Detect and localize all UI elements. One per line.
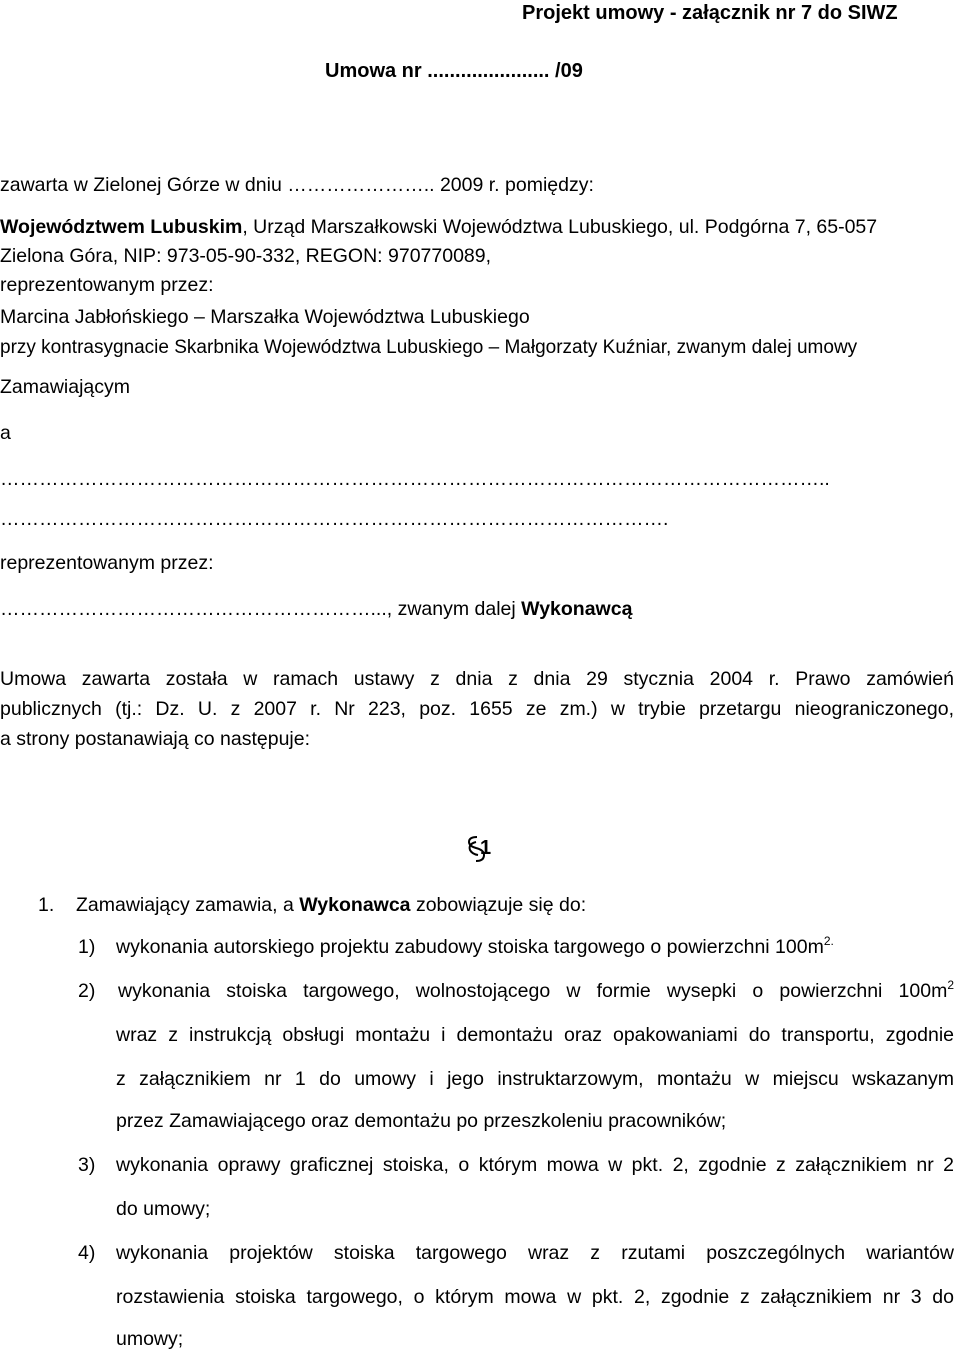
subitem-3-cont-1: do umowy; <box>116 1198 211 1220</box>
subitem-1-body: wykonania autorskiego projektu zabudowy stoiska targowego o powierzchni 100m <box>116 936 824 958</box>
contractor-line <box>0 600 632 620</box>
item1-number: 1. <box>38 894 55 916</box>
place-date: zawarta w Zielonej Górze w dniu ………………….. 2009 r. pomiędzy: <box>0 174 594 196</box>
subitem-4-cont-2: umowy; <box>116 1328 184 1350</box>
subitem-4-cont-1: rozstawienia stoiska targowego, o którym mowa w pkt. 2, zgodnie z załącznikiem nr 3 do <box>116 1286 954 1308</box>
item1-contractor: Wykonawca <box>299 894 411 916</box>
party1-rest: , Urząd Marszałkowski Województwa Lubuskiego, ul. Podgórna 7, 65-057 <box>242 216 878 238</box>
section-number: 1 <box>480 837 492 859</box>
subitem-1-sup: 2. <box>823 934 834 948</box>
attachment-title: Projekt umowy - załącznik nr 7 do SIWZ <box>522 2 898 24</box>
subitem-1-number: 1) <box>78 936 96 958</box>
party1-line2: Zielona Góra, NIP: 973-05-90-332, REGON: 970770089, <box>0 245 492 267</box>
party1-name: Województwem Lubuskim <box>0 216 243 238</box>
subitem-2-body: wykonania stoiska targowego, wolnostojącego w formie wysepki o powierzchni 100m <box>118 980 948 1002</box>
item1-text-c: zobowiązuje się do: <box>410 894 587 916</box>
rep-marshal: Marcina Jabłońskiego – Marszałka Województwa Lubuskiego <box>0 306 530 328</box>
legal-basis-1: Umowa zawarta została w ramach ustawy z dnia z dnia 29 stycznia 2004 r. Prawo zamówień <box>0 668 954 690</box>
legal-basis-3: a strony postanawiają co następuje: <box>0 728 311 750</box>
legal-basis-2: publicznych (tj.: Dz. U. z 2007 r. Nr 223, poz. 1655 ze zm.) w trybie przetargu nieograniczonego, <box>0 698 954 720</box>
subitem-2-cont-2: z załącznikiem nr 1 do umowy i jego instruktarzowym, montażu w miejscu wskazanym <box>116 1068 954 1090</box>
conjunction: a <box>0 422 11 444</box>
subitem-3-text: wykonania oprawy graficznej stoiska, o którym mowa w pkt. 2, zgodnie z załącznikiem nr 2 <box>116 1154 954 1176</box>
rep-treasurer: przy kontrasygnacie Skarbnika Województwa Lubuskiego – Małgorzaty Kuźniar, zwanym dalej umowy <box>0 337 858 358</box>
subitem-2-cont-3: przez Zamawiającego oraz demontażu po przeszkoleniu pracowników; <box>116 1110 727 1132</box>
represented-by-2: reprezentowanym przez: <box>0 552 214 574</box>
subitem-2-sup: 2 <box>947 978 954 992</box>
party1-line1 <box>0 218 877 238</box>
dots-line-2: …………………………………………………………………………………………. <box>0 510 669 530</box>
party2-role: Wykonawcą <box>521 598 633 620</box>
subitem-2-number: 2) <box>78 980 96 1002</box>
subitem-2-cont-1: wraz z instrukcją obsługi montażu i demontażu oraz opakowaniami do transportu, zgodnie <box>116 1024 954 1046</box>
item1-text-a: Zamawiający zamawia, a <box>76 894 300 916</box>
subitem-4-text: wykonania projektów stoiska targowego wraz z rzutami poszczególnych wariantów <box>116 1242 954 1264</box>
contractor-dots: …………………………………………………..., zwanym dalej <box>0 598 522 620</box>
represented-by: reprezentowanym przez: <box>0 274 214 296</box>
subitem-4-number: 4) <box>78 1242 96 1264</box>
contract-number: Umowa nr ...................... /09 <box>325 60 583 82</box>
dots-line-1: ……………………………………………………………………………………………………………….. <box>0 470 830 490</box>
subitem-3-number: 3) <box>78 1154 96 1176</box>
item1-text <box>76 896 586 916</box>
party1-role: Zamawiającym <box>0 376 131 398</box>
subitem-1-text <box>116 934 834 958</box>
subitem-2-text <box>118 978 954 1002</box>
